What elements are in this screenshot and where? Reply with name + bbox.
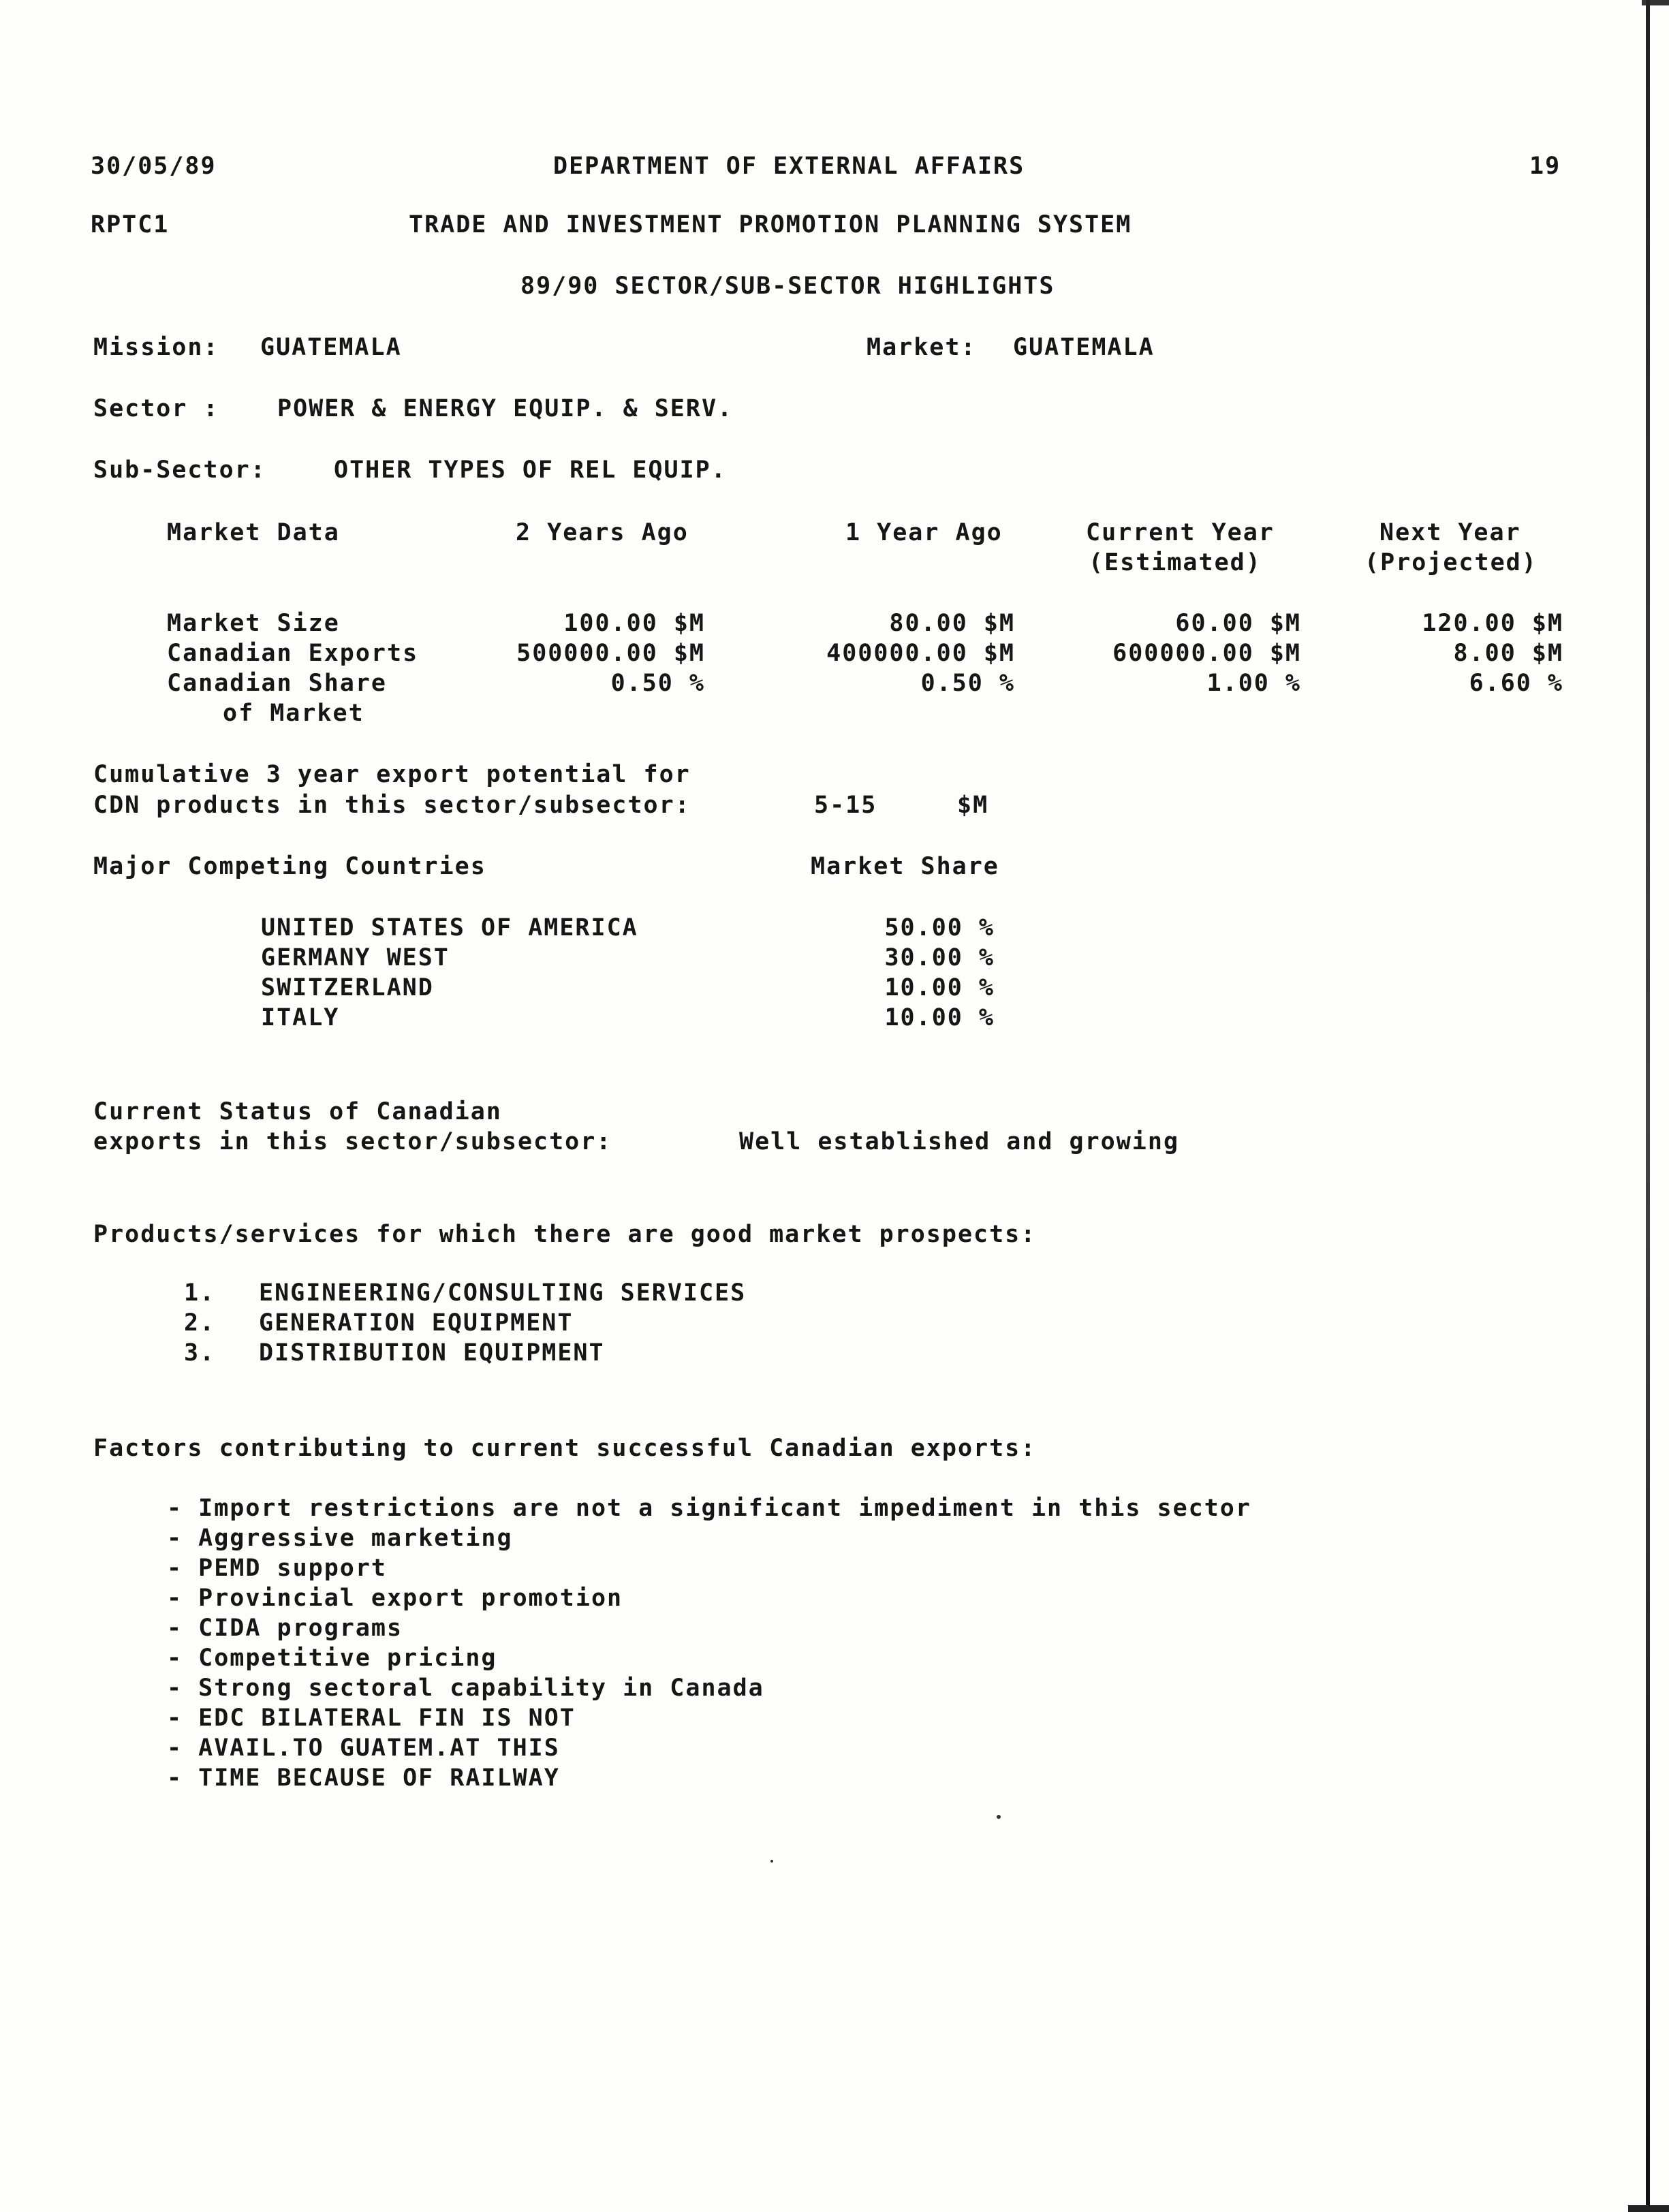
status-line-1: Current Status of Canadian	[93, 1098, 502, 1125]
status-line-2: exports in this sector/subsector:	[93, 1128, 612, 1155]
cell-value: 0.50 %	[610, 670, 705, 697]
scan-edge-bottom	[1628, 2205, 1669, 2212]
list-item: - TIME BECAUSE OF RAILWAY	[167, 1764, 560, 1792]
list-item: - EDC BILATERAL FIN IS NOT	[167, 1704, 576, 1732]
sector-label: Sector :	[93, 395, 219, 422]
market-label: Market:	[867, 334, 977, 361]
competitors-heading: Major Competing Countries	[93, 853, 486, 880]
scan-speck	[770, 1860, 773, 1863]
col-header-current-year: Current Year	[1086, 519, 1275, 546]
list-item: - AVAIL.TO GUATEM.AT THIS	[167, 1734, 560, 1762]
mission-label: Mission:	[93, 334, 219, 361]
potential-line-1: Cumulative 3 year export potential for	[93, 761, 691, 788]
competitor-country: SWITZERLAND	[261, 974, 434, 1001]
list-item: - Import restrictions are not a significant impediment in this sector	[167, 1495, 1251, 1522]
mission-value: GUATEMALA	[260, 334, 402, 361]
subsector-value: OTHER TYPES OF REL EQUIP.	[334, 456, 727, 484]
competitor-share: 10.00 %	[884, 974, 995, 1001]
competitor-country: ITALY	[261, 1004, 340, 1031]
list-item: - Aggressive marketing	[167, 1525, 513, 1552]
competitor-share: 30.00 %	[884, 944, 995, 971]
cell-value: 0.50 %	[920, 670, 1015, 697]
list-item: - Competitive pricing	[167, 1645, 497, 1672]
row-label: Market Size	[167, 610, 340, 637]
subsector-label: Sub-Sector:	[93, 456, 266, 484]
report-date: 30/05/89	[91, 153, 217, 180]
potential-line-2: CDN products in this sector/subsector:	[93, 792, 691, 819]
col-header-next-year: Next Year	[1379, 519, 1521, 546]
col-subheader-estimated: (Estimated)	[1089, 549, 1262, 576]
market-value: GUATEMALA	[1013, 334, 1155, 361]
cell-value: 100.00 $M	[563, 610, 705, 637]
competitor-country: UNITED STATES OF AMERICA	[261, 914, 638, 941]
department-title: DEPARTMENT OF EXTERNAL AFFAIRS	[553, 153, 1025, 180]
report-title: 89/90 SECTOR/SUB-SECTOR HIGHLIGHTS	[520, 272, 1055, 300]
item-text: DISTRIBUTION EQUIPMENT	[259, 1339, 605, 1367]
potential-value: 5-15	[814, 792, 877, 819]
list-item: - Strong sectoral capability in Canada	[167, 1674, 764, 1702]
list-item: - CIDA programs	[167, 1615, 403, 1642]
cell-value: 400000.00 $M	[826, 640, 1015, 667]
report-id: RPTC1	[91, 211, 170, 238]
status-value: Well established and growing	[739, 1128, 1180, 1155]
col-header-market-data: Market Data	[167, 519, 340, 546]
cell-value: 120.00 $M	[1422, 610, 1563, 637]
col-header-1-year-ago: 1 Year Ago	[845, 519, 1003, 546]
cell-value: 1.00 %	[1206, 670, 1301, 697]
item-number: 1.	[184, 1279, 216, 1307]
system-title: TRADE AND INVESTMENT PROMOTION PLANNING SYSTEM	[409, 211, 1132, 238]
item-text: ENGINEERING/CONSULTING SERVICES	[259, 1279, 747, 1307]
prospects-heading: Products/services for which there are good market prospects:	[93, 1221, 1037, 1248]
competitor-share: 50.00 %	[884, 914, 995, 941]
cell-value: 6.60 %	[1469, 670, 1563, 697]
market-share-heading: Market Share	[811, 853, 999, 880]
row-label: Canadian Exports	[167, 640, 419, 667]
competitor-country: GERMANY WEST	[261, 944, 450, 971]
item-text: GENERATION EQUIPMENT	[259, 1309, 574, 1337]
scan-speck	[997, 1815, 1001, 1819]
cell-value: 500000.00 $M	[516, 640, 705, 667]
cell-value: 80.00 $M	[889, 610, 1015, 637]
sector-value: POWER & ENERGY EQUIP. & SERV.	[277, 395, 734, 422]
row-label-continued: of Market	[223, 700, 364, 727]
col-subheader-projected: (Projected)	[1364, 549, 1538, 576]
competitor-share: 10.00 %	[884, 1004, 995, 1031]
list-item: - Provincial export promotion	[167, 1585, 623, 1612]
potential-unit: $M	[957, 792, 989, 819]
factors-heading: Factors contributing to current successful Canadian exports:	[93, 1435, 1037, 1462]
scan-edge-right	[1646, 0, 1650, 2212]
page-number: 19	[1529, 153, 1561, 180]
row-label: Canadian Share	[167, 670, 388, 697]
col-header-2-years-ago: 2 Years Ago	[516, 519, 689, 546]
item-number: 3.	[184, 1339, 216, 1367]
cell-value: 8.00 $M	[1453, 640, 1563, 667]
list-item: - PEMD support	[167, 1555, 388, 1582]
cell-value: 60.00 $M	[1175, 610, 1301, 637]
cell-value: 600000.00 $M	[1112, 640, 1301, 667]
item-number: 2.	[184, 1309, 216, 1337]
